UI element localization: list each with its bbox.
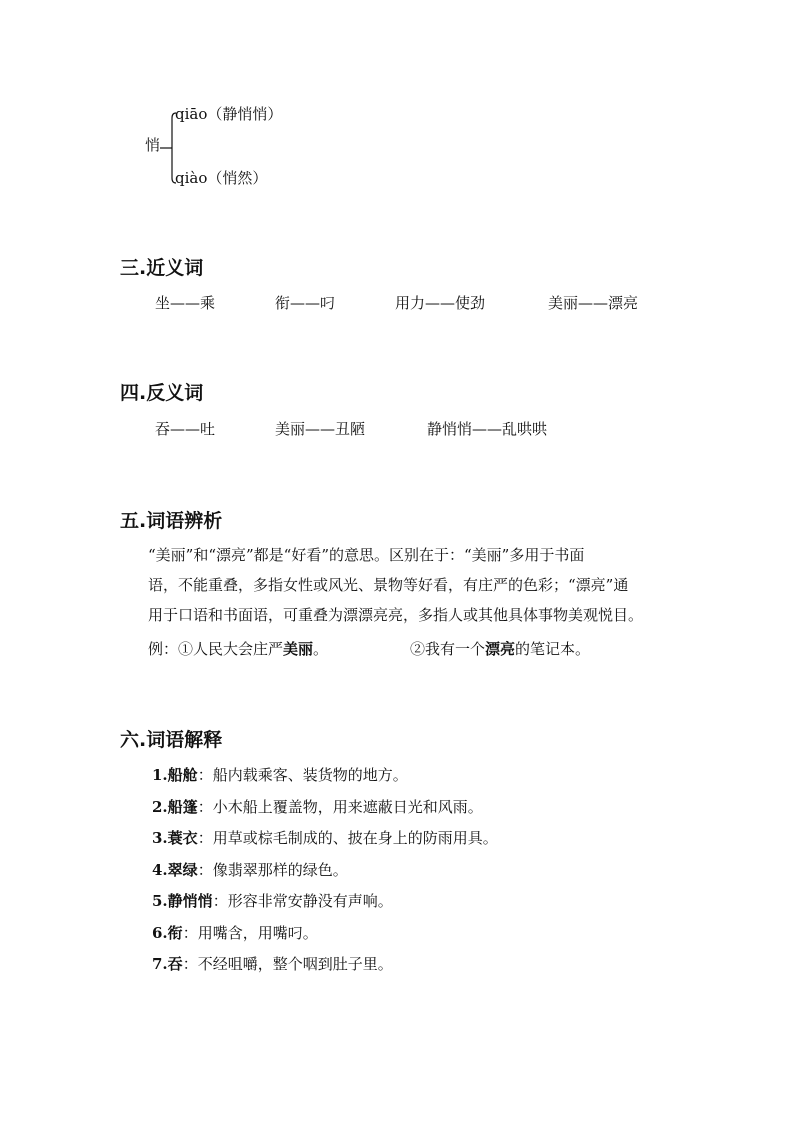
section-heading-analysis: 五.词语辨析 — [120, 510, 223, 532]
synonym-pair: 衔——叼 — [275, 294, 336, 312]
reading-qiao1: qiāo（静悄悄） — [175, 105, 283, 123]
synonym-pair: 坐——乘 — [155, 294, 216, 312]
example-2: ②我有一个漂亮的笔记本。 — [410, 640, 591, 658]
synonym-pair: 美丽——漂亮 — [548, 294, 639, 312]
analysis-paragraph — [148, 540, 668, 630]
section-heading-definitions: 六.词语解释 — [120, 729, 223, 751]
definition-item: 6.衔：用嘴含，用嘴叼。 — [152, 923, 318, 942]
definition-item: 1.船舱：船内载乘客、装货物的地方。 — [152, 766, 408, 784]
analysis-line: 用于口语和书面语，可重叠为漂漂亮亮，多指人或其他具体事物美观悦目。 — [148, 606, 644, 624]
section-heading-synonyms: 三.近义词 — [120, 257, 204, 279]
definition-item: 7.吞：不经咀嚼，整个咽到肚子里。 — [152, 955, 393, 973]
polyphonic-char: 悄 — [145, 136, 161, 154]
definition-item: 4.翠绿：像翡翠那样的绿色。 — [152, 860, 348, 879]
definition-item: 5.静悄悄：形容非常安静没有声响。 — [152, 892, 393, 910]
definition-item: 2.船篷：小木船上覆盖物，用来遮蔽日光和风雨。 — [152, 797, 483, 816]
synonym-pair: 用力——使劲 — [395, 294, 486, 312]
analysis-line: “美丽”和“漂亮”都是“好看”的意思。区别在于：“美丽”多用于书面 — [148, 546, 585, 564]
example-1: 例：①人民大会庄严美丽。 — [148, 640, 329, 658]
reading-qiao4: qiào（悄然） — [175, 169, 268, 187]
definition-item: 3.蓑衣：用草或棕毛制成的、披在身上的防雨用具。 — [152, 829, 498, 847]
antonym-pair: 美丽——丑陋 — [275, 420, 366, 438]
antonym-pair: 吞——吐 — [155, 420, 216, 438]
definition-list — [152, 760, 498, 981]
antonym-pair: 静悄悄——乱哄哄 — [427, 420, 548, 438]
section-heading-antonyms: 四.反义词 — [120, 382, 204, 404]
analysis-line: 语，不能重叠，多指女性或风光、景物等好看，有庄严的色彩；“漂亮”通 — [148, 576, 629, 594]
